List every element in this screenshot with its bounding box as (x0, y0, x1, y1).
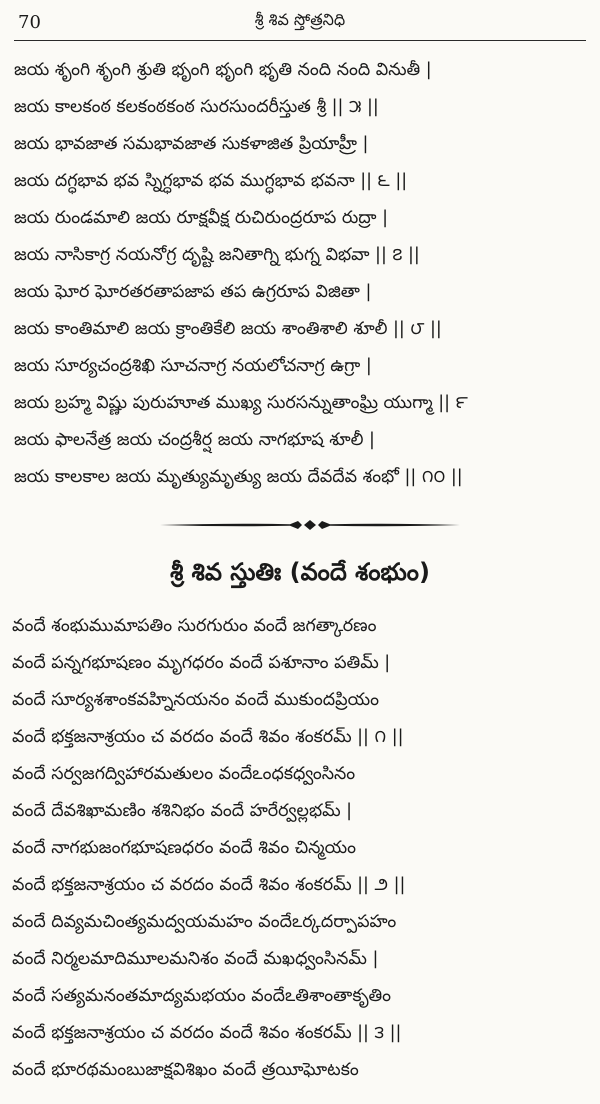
verse-line: జయ రుండమాలి జయ రూక్షవీక్ష రుచిరుంద్రరూప రుద్రా | (14, 208, 388, 228)
verse-line: జయ నాసికాగ్ర నయనోగ్ర దృష్టి జనితాగ్ని భుగ్న విభవా || ౭ || (14, 245, 420, 265)
verse-line: వందే సత్యమనంతమాద్యమభయం వందేఽతిశాంతాకృతిం (12, 986, 392, 1006)
verse-line: వందే దేవశిఖామణిం శశినిభం వందే హరేర్వల్లభమ్ | (12, 801, 353, 821)
running-title: శ్రీ శివ స్తోత్రనిధి (254, 10, 346, 29)
verse-line: జయ కాంతిమాలి జయ క్రాంతికేలి జయ శాంతిశాలి శూలీ || ౮ || (14, 319, 442, 339)
verse-line: వందే శంభుముమాపతిం సురగురుం వందే జగత్కారణం (12, 616, 377, 636)
verse-line: జయ భావజాత సమభావజాత సుకళాజిత ప్రియాహ్రీ | (14, 134, 369, 154)
verse-line: జయ ఘోర ఘోరతరతాపజాప తప ఉగ్రరూప విజితా | (14, 282, 372, 302)
verse-line: వందే భక్తజనాశ్రయం చ వరదం వందే శివం శంకరమ్ || ౨ || (12, 875, 406, 895)
section-title: శ్రీ శివ స్తుతిః (వందే శంభుం) (170, 558, 430, 586)
verse-line: జయ దగ్ధభావ భవ స్నిగ్ధభావ భవ ముగ్ధభావ భవనా || ౬ || (14, 171, 408, 191)
verse-line: వందే భక్తజనాశ్రయం చ వరదం వందే శివం శంకరమ్ || ౧ || (12, 727, 404, 747)
verse-line: వందే సూర్యశశాంకవహ్నినయనం వందే ముకుందప్రియం (12, 690, 379, 710)
verse-line: వందే దివ్యమచింత్యమద్వయమహం వందేఽర్కదర్పాపహం (12, 912, 397, 932)
verse-line: జయ బ్రహ్మ విష్ణు పురుహూత ముఖ్య సురసన్నుతాంఘ్రి యుగ్మా || ౯ (14, 393, 468, 413)
verse-line: వందే భూరథమంబుజాక్షవిశిఖం వందే త్రయీఘోటకం (12, 1060, 359, 1080)
verse-line: జయ కాలకాల జయ మృత్యుమృత్యు జయ దేవదేవ శంభో || ౧౦ || (14, 467, 463, 487)
page-header (0, 0, 600, 40)
verse-line: వందే నిర్మలమాదిమూలమనిశం వందే మఖధ్వంసినమ్ | (12, 949, 379, 969)
verse-line: వందే నాగభుజంగభూషణధరం వందే శివం చిన్మయం (12, 838, 356, 858)
verse-line: వందే భక్తజనాశ్రయం చ వరదం వందే శివం శంకరమ్ || ౩ || (12, 1023, 402, 1043)
verse-line: జయ శృంగి శృంగి శ్రుతి భృంగి భృంగి భృతి నంది నంది వినుతీ | (14, 60, 432, 80)
header-rule (14, 40, 586, 41)
verse-line: జయ సూర్యచంద్రశిఖి సూచనాగ్ర నయలోచనాగ్ర ఉగ్రా | (14, 356, 372, 376)
verse-line: జయ ఫాలనేత్ర జయ చంద్రశీర్ష జయ నాగభూష శూలీ | (14, 430, 375, 450)
verse-line: జయ కాలకంఠ కలకంఠకంఠ సురసుందరీస్తుత శ్రీ || ౫ || (14, 97, 379, 117)
verse-line: వందే పన్నగభూషణం మృగధరం వందే పశూనాం పతిమ్ | (12, 653, 391, 673)
ornament-divider (160, 518, 460, 532)
verse-line: వందే సర్వజగద్విహారమతులం వందేఽంధకధ్వంసినం (12, 764, 356, 784)
page-number: 70 (18, 12, 41, 33)
